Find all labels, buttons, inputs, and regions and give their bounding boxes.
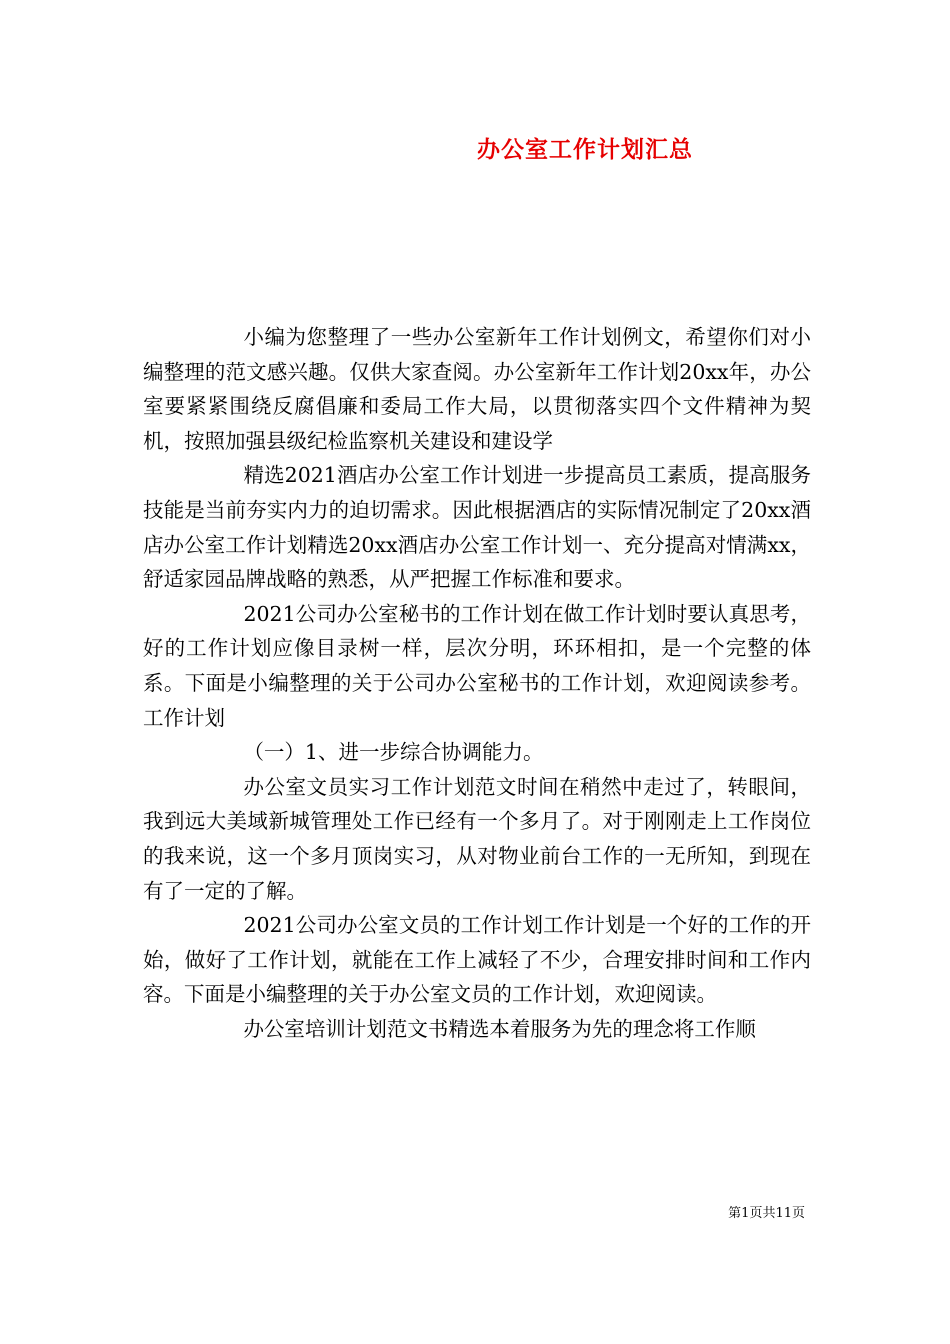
paragraph: 2021公司办公室秘书的工作计划在做工作计划时要认真思考，好的工作计划应像目录树一样，层次分明，环环相扣，是一个完整的体系。下面是小编整理的关于公司办公室秘书的工作计划，欢迎阅读参考。工作计划: [143, 601, 811, 730]
paragraph: 精选2021酒店办公室工作计划进一步提高员工素质，提高服务技能是当前夯实内力的迫切需求。因此根据酒店的实际情况制定了20xx酒店办公室工作计划精选20xx酒店办公室工作计划一、充分提高对情满xx，舒适家园品牌战略的熟悉，从严把握工作标准和要求。: [143, 463, 811, 592]
paragraph: （一）1、进一步综合协调能力。: [243, 740, 544, 765]
paragraph: 办公室培训计划范文书精选本着服务为先的理念将工作顺: [243, 1016, 756, 1041]
document-body: [143, 320, 811, 1046]
paragraph: 2021公司办公室文员的工作计划工作计划是一个好的工作的开始，做好了工作计划，就能在工作上减轻了不少，合理安排时间和工作内容。下面是小编整理的关于办公室文员的工作计划，欢迎阅读。: [143, 913, 811, 1007]
paragraph: 办公室文员实习工作计划范文时间在稍然中走过了，转眼间，我到远大美域新城管理处工作已经有一个多月了。对于刚刚走上工作岗位的我来说，这一个多月顶岗实习，从对物业前台工作的一无所知，到现在有了一定的了解。: [143, 774, 811, 903]
page-title: 办公室工作计划汇总: [477, 136, 693, 163]
paragraph: 小编为您整理了一些办公室新年工作计划例文，希望你们对小编整理的范文感兴趣。仅供大家查阅。办公室新年工作计划20xx年，办公室要紧紧围绕反腐倡廉和委局工作大局，以贯彻落实四个文件精神为契机，按照加强县级纪检监察机关建设和建设学: [143, 325, 811, 453]
page-number-footer: 第1页共11页: [728, 1206, 805, 1221]
